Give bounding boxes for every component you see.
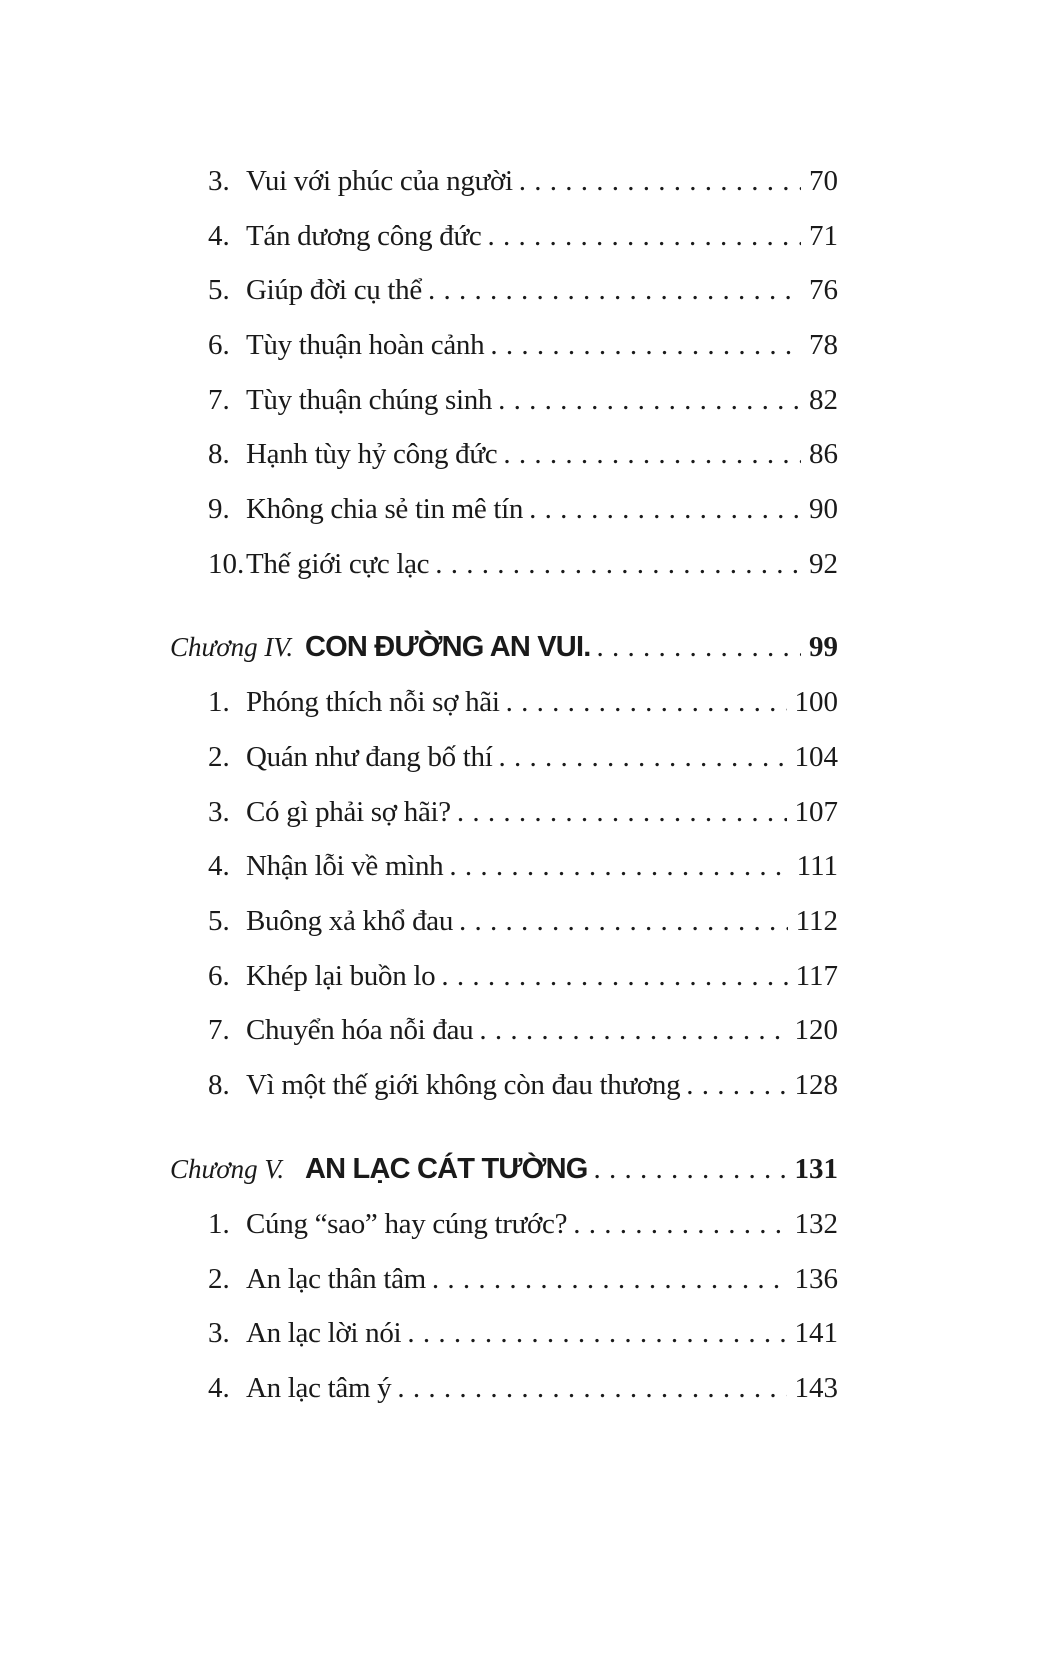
entry-number: 6. (208, 328, 230, 361)
toc-entry (170, 537, 838, 592)
entry-title: Quán như đang bố thí (246, 741, 493, 774)
toc-entry (170, 154, 838, 209)
entry-number: 1. (208, 686, 230, 719)
chapter-title: AN LẠC CÁT TƯỜNG (305, 1152, 588, 1185)
chapter-title: CON ĐƯỜNG AN VUI. (305, 631, 591, 663)
entry-page-number: 70 (809, 164, 838, 197)
dot-leader (519, 165, 801, 198)
dot-leader (457, 796, 787, 829)
toc-entry (170, 1306, 838, 1361)
dot-leader (432, 1263, 787, 1296)
entry-number: 4. (208, 850, 230, 883)
entry-page-number: 86 (809, 438, 838, 471)
entry-page-number: 100 (794, 686, 838, 719)
entry-page-number: 78 (809, 328, 838, 361)
chapter-page-number: 99 (809, 631, 838, 663)
entry-title: Tán dương công đức (246, 219, 482, 252)
dot-leader (428, 274, 801, 307)
entry-title: An lạc lời nói (246, 1317, 402, 1350)
entry-number: 3. (208, 1317, 230, 1350)
toc-entry (170, 730, 838, 785)
toc-entry (170, 949, 838, 1004)
entry-number: 5. (208, 274, 230, 307)
entry-page-number: 92 (809, 547, 838, 580)
entry-title: Có gì phải sợ hãi? (246, 795, 451, 828)
dot-leader (487, 220, 801, 253)
toc-entry (170, 1058, 838, 1113)
toc-entry (170, 1252, 838, 1307)
dot-leader (506, 686, 787, 719)
dot-leader (479, 1014, 786, 1047)
toc-entry (170, 209, 838, 264)
entry-page-number: 112 (795, 905, 838, 938)
entry-page-number: 132 (794, 1207, 838, 1240)
entry-number: 7. (208, 1014, 230, 1047)
entry-page-number: 128 (794, 1069, 838, 1102)
dot-leader (596, 631, 801, 664)
toc-entry (170, 894, 838, 949)
entry-number: 7. (208, 383, 230, 416)
dot-leader (441, 960, 787, 993)
entry-number: 4. (208, 219, 230, 252)
entry-page-number: 111 (796, 850, 838, 883)
entry-number: 3. (208, 795, 230, 828)
entry-number: 3. (208, 164, 230, 197)
toc-entry (170, 1197, 838, 1252)
dot-leader (499, 741, 787, 774)
entry-title: An lạc thân tâm (246, 1262, 426, 1295)
entry-title: Tùy thuận hoàn cảnh (246, 328, 485, 361)
toc-entry (170, 373, 838, 428)
entry-number: 5. (208, 905, 230, 938)
dot-leader (529, 493, 801, 526)
entry-title: Chuyển hóa nỗi đau (246, 1014, 474, 1047)
entry-page-number: 143 (794, 1371, 838, 1404)
entry-page-number: 120 (794, 1014, 838, 1047)
entry-number: 2. (208, 741, 230, 774)
dot-leader (449, 850, 788, 883)
chapter-heading (170, 620, 838, 676)
chapter-label: Chương IV. (170, 632, 294, 662)
toc-entry (170, 263, 838, 318)
entry-title: Nhận lỗi về mình (246, 850, 444, 883)
entry-page-number: 136 (794, 1262, 838, 1295)
entry-title: Vui với phúc của người (246, 164, 513, 197)
toc-entry (170, 1004, 838, 1059)
entry-page-number: 76 (809, 274, 838, 307)
entry-title: Hạnh tùy hỷ công đức (246, 438, 498, 471)
entry-page-number: 107 (794, 795, 838, 828)
entry-page-number: 90 (809, 492, 838, 525)
entry-title: Phóng thích nỗi sợ hãi (246, 686, 500, 719)
entry-number: 8. (208, 438, 230, 471)
dot-leader (498, 384, 801, 417)
entry-title: Thế giới cực lạc (246, 547, 430, 580)
dot-leader (397, 1372, 786, 1405)
chapter-heading (170, 1141, 838, 1197)
toc-entry (170, 427, 838, 482)
entry-page-number: 82 (809, 383, 838, 416)
toc-entry (170, 1361, 838, 1416)
chapter-page-number: 131 (794, 1152, 838, 1185)
dot-leader (686, 1069, 786, 1102)
entry-title: Giúp đời cụ thể (246, 274, 422, 307)
entry-number: 2. (208, 1262, 230, 1295)
entry-page-number: 104 (794, 741, 838, 774)
toc-entry (170, 318, 838, 373)
dot-leader (407, 1317, 786, 1350)
dot-leader (573, 1208, 786, 1241)
dot-leader (435, 548, 801, 581)
entry-title: Không chia sẻ tin mê tín (246, 492, 524, 525)
entry-title: An lạc tâm ý (246, 1371, 392, 1404)
toc-entry (170, 482, 838, 537)
entry-number: 1. (208, 1207, 230, 1240)
dot-leader (593, 1153, 786, 1186)
entry-number: 6. (208, 959, 230, 992)
entry-page-number: 141 (794, 1317, 838, 1350)
dot-leader (459, 905, 788, 938)
entry-title: Tùy thuận chúng sinh (246, 383, 493, 416)
entry-title: Buông xả khổ đau (246, 905, 454, 938)
dot-leader (503, 438, 801, 471)
entry-title: Vì một thế giới không còn đau thương (246, 1069, 681, 1102)
dot-leader (490, 329, 801, 362)
toc-entry (170, 840, 838, 895)
entry-title: Cúng “sao” hay cúng trước? (246, 1207, 568, 1240)
entry-number: 9. (208, 492, 230, 525)
toc-entry (170, 676, 838, 731)
entry-page-number: 117 (795, 959, 838, 992)
table-of-contents (170, 154, 838, 1416)
entry-page-number: 71 (809, 219, 838, 252)
toc-entry (170, 785, 838, 840)
entry-number: 10. (208, 547, 245, 580)
entry-number: 4. (208, 1371, 230, 1404)
entry-title: Khép lại buồn lo (246, 959, 436, 992)
chapter-label: Chương V. (170, 1153, 285, 1184)
entry-number: 8. (208, 1069, 230, 1102)
